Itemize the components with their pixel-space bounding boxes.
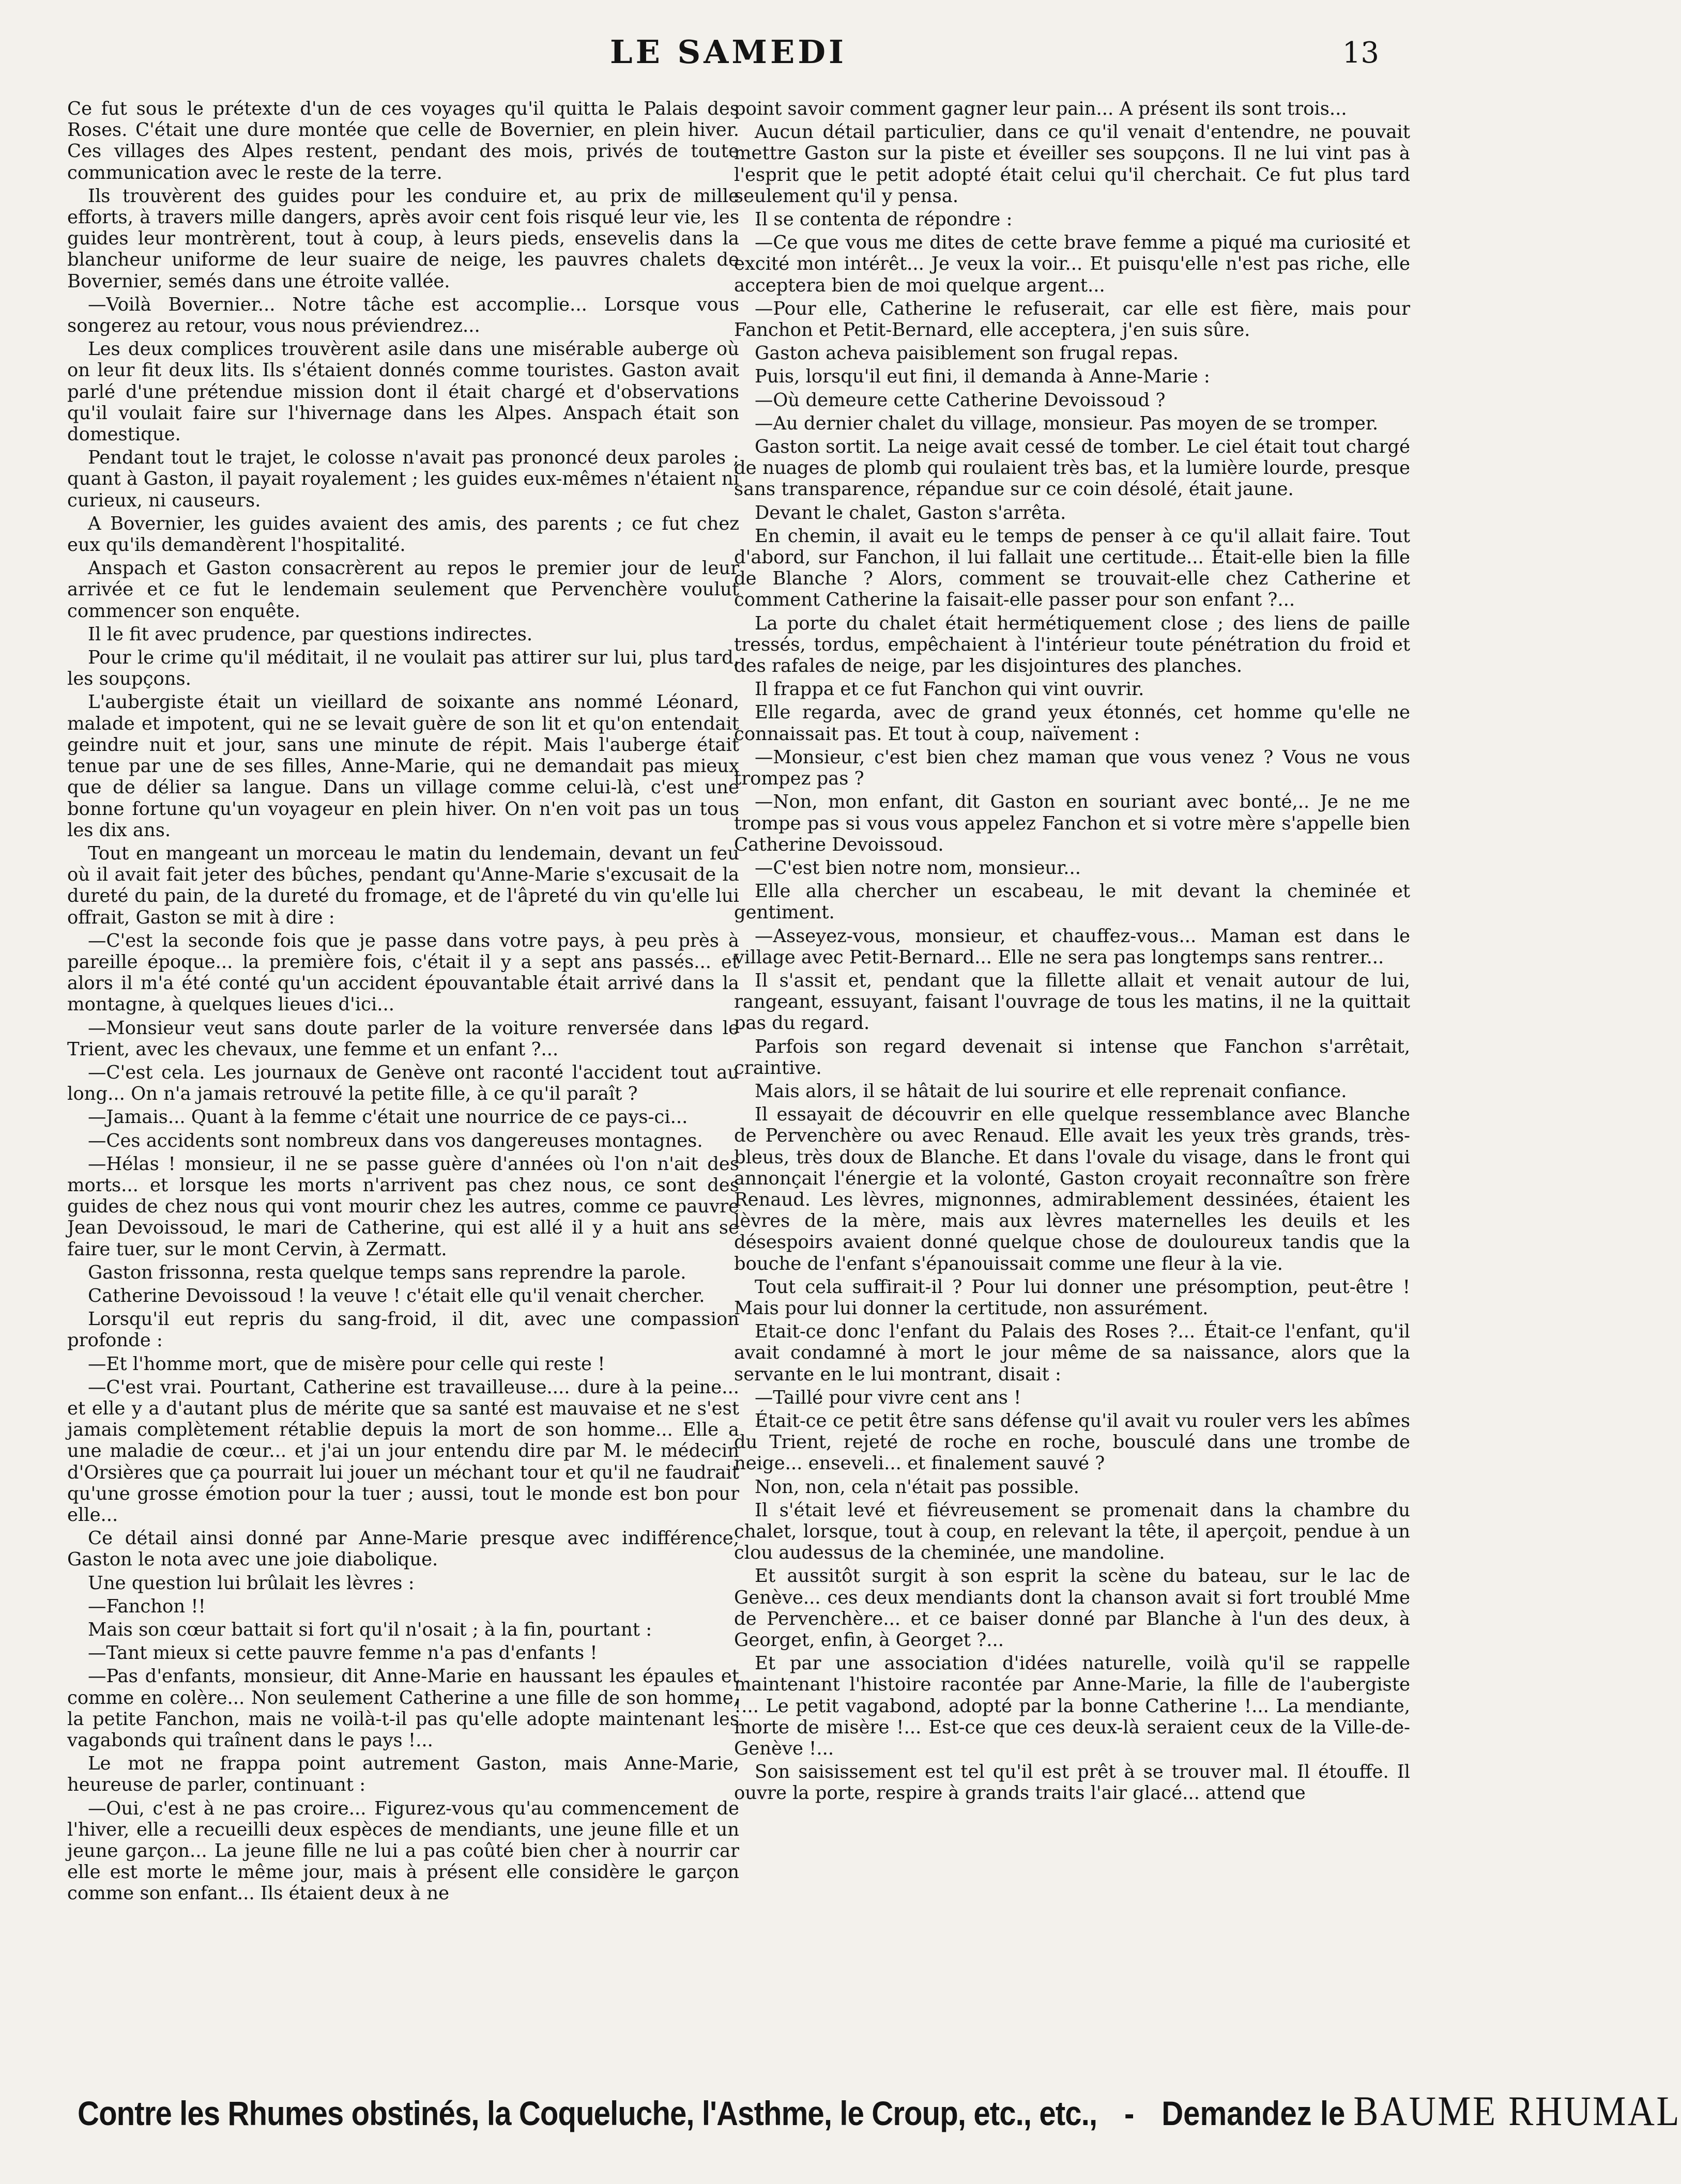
right-column [734,98,1410,2067]
paragraph: Il s'assit et, pendant que la fillette allait et venait autour de lui, rangeant, essuyant, faisant l'ouvrage de tous les matins, il ne la quittait pas du regard. [734,970,1410,1034]
paragraph: Parfois son regard devenait si intense que Fanchon s'arrêtait, craintive. [734,1036,1410,1079]
running-head [0,33,1457,80]
paragraph: —Asseyez-vous, monsieur, et chauffez-vous... Maman est dans le village avec Petit-Bernard... Elle ne sera pas longtemps sans rentrer... [734,925,1410,968]
paragraph: —Hélas ! monsieur, il ne se passe guère d'années où l'on n'ait des morts... et lorsque les morts n'arrivent pas chez nous, ce sont des guides de chez nous qui vont mourir chez les autres, comme ce pauvre Jean Devoissoud, le mari de Catherine, qui est allé il y a huit ans se faire tuer, sur le mont Cervin, à Zermatt. [67,1153,739,1260]
paragraph: Ce détail ainsi donné par Anne-Marie presque avec indifférence, Gaston le nota avec une joie diabolique. [67,1528,739,1571]
publication-title: LE SAMEDI [610,33,847,71]
paragraph: point savoir comment gagner leur pain... A présent ils sont trois... [734,98,1347,119]
paragraph: Aucun détail particulier, dans ce qu'il venait d'entendre, ne pouvait mettre Gaston sur la piste et éveiller ses soupçons. Il ne lui vint pas à l'esprit que le petit adopté était celui qu'il cherchait. Ce fut plus tard seulement qu'il y pensa. [734,121,1410,207]
paragraph: L'aubergiste était un vieillard de soixante ans nommé Léonard, malade et impotent, qui ne se levait guère de son lit et qu'on entendait geindre nuit et jour, sans une minute de répit. Mais l'auberge était tenue par une de ses filles, Anne-Marie, qui ne demandait pas mieux que de délier sa langue. Dans un village comme celui-là, c'est une bonne fortune qu'un voyageur en plein hiver. On n'en voit pas un tous les dix ans. [67,691,739,841]
paragraph: Gaston frissonna, resta quelque temps sans reprendre la parole. [88,1262,686,1283]
ad-remedy-list: Contre les Rhumes obstinés, la Coqueluche, l'Asthme, le Croup, etc., etc., [78,2094,1097,2132]
paragraph: Pendant tout le trajet, le colosse n'avait pas prononcé deux paroles ; quant à Gaston, il payait royalement ; les guides eux-mêmes n'étaient ni curieux, ni causeurs. [67,447,739,511]
paragraph: Puis, lorsqu'il eut fini, il demanda à Anne-Marie : [755,366,1210,388]
paragraph: Non, non, cela n'était pas possible. [755,1476,1079,1498]
paragraph: Il essayait de découvrir en elle quelque ressemblance avec Blanche de Pervenchère ou avec Renaud. Elle avait les yeux très grands, très-bleus, très doux de Blanche. Et dans l'ovale du visage, dans le front qui annonçait l'énergie et la volonté, Gaston croyait reconnaître son frère Renaud. Les lèvres, mignonnes, admirablement dessinées, étaient les lèvres de la mère, mais aux lèvres maternelles les deuils et les désespoirs avaient donné quelque chose de douloureux tandis que la bouche de l'enfant s'épanouissait comme une fleur à la vie. [734,1104,1410,1274]
paragraph: Etait-ce donc l'enfant du Palais des Roses ?... Était-ce l'enfant, qu'il avait condamné à mort le jour même de sa naissance, alors que la servante en le lui montrant, disait : [734,1321,1410,1385]
paragraph: Catherine Devoissoud ! la veuve ! c'était elle qu'il venait chercher. [88,1285,705,1306]
paragraph: —Voilà Bovernier... Notre tâche est accomplie... Lorsque vous songerez au retour, vous nous préviendrez... [67,294,739,337]
paragraph: La porte du chalet était hermétiquement close ; des liens de paille tressés, tordus, empêchaient à l'intérieur toute pénétration du froid et des rafales de neige, par les disjointures des planches. [734,612,1410,677]
paragraph: Elle regarda, avec de grand yeux étonnés, cet homme qu'elle ne connaissait pas. Et tout à coup, naïvement : [734,702,1410,745]
paragraph: —Pour elle, Catherine le refuserait, car elle est fière, mais pour Fanchon et Petit-Bernard, elle acceptera, j'en suis sûre. [734,298,1410,341]
paragraph: Ce fut sous le prétexte d'un de ces voyages qu'il quitta le Palais des Roses. C'était une dure montée que celle de Bovernier, en plein hiver. Ces villages des Alpes restent, pendant des mois, privés de toute communication avec le reste de la terre. [67,98,739,183]
paragraph: —Et l'homme mort, que de misère pour celle qui reste ! [88,1353,605,1375]
paragraph: Pour le crime qu'il méditait, il ne voulait pas attirer sur lui, plus tard, les soupçons. [67,647,739,690]
paragraph: Les deux complices trouvèrent asile dans une misérable auberge où on leur fit deux lits. Ils s'étaient donnés comme touristes. Gaston avait parlé d'une prétendue mission dont il était chargé et d'observations qu'il voulait faire sur l'hivernage dans les Alpes. Anspach était son domestique. [67,339,739,445]
paragraph: Ils trouvèrent des guides pour les conduire et, au prix de mille efforts, à travers mille dangers, après avoir cent fois risqué leur vie, les guides leur montrèrent, tout à coup, à leurs pieds, ensevelis dans la blancheur uniforme de leur suaire de neige, les pauvres chalets de Bovernier, semés dans une étroite vallée. [67,185,739,292]
paragraph: —Tant mieux si cette pauvre femme n'a pas d'enfants ! [88,1642,598,1664]
paragraph: —Pas d'enfants, monsieur, dit Anne-Marie en haussant les épaules et comme en colère... Non seulement Catherine a une fille de son homme, la petite Fanchon, mais ne voilà-t-il pas qu'elle adopte maintenant les vagabonds qui traînent dans le pays !... [67,1666,739,1751]
paragraph: Lorsqu'il eut repris du sang-froid, il dit, avec une compassion profonde : [67,1309,739,1351]
paragraph: Le mot ne frappa point autrement Gaston, mais Anne-Marie, heureuse de parler, continuant : [67,1753,739,1796]
paragraph: Il se contenta de répondre : [755,209,1013,230]
left-column [67,98,739,2067]
paragraph: En chemin, il avait eu le temps de penser à ce qu'il allait faire. Tout d'abord, sur Fanchon, il lui fallait une certitude... Était-elle bien la fille de Blanche ? Alors, comment se trouvait-elle chez Catherine et comment Catherine la faisait-elle passer pour son enfant ?... [734,525,1410,611]
paragraph: —C'est la seconde fois que je passe dans votre pays, à peu près à pareille époque... la première fois, c'était il y a sept ans passés... et alors il m'a été conté qu'un accident épouvantable était arrivé dans la montagne, à quelques lieues d'ici... [67,930,739,1016]
paragraph: —C'est bien notre nom, monsieur... [755,857,1081,879]
paragraph: Et aussitôt surgit à son esprit la scène du bateau, sur le lac de Genève... ces deux mendiants dont la chanson avait si fort troublé Mme de Pervenchère... et ce baiser donné par Blanche à l'un des deux, à Georget, enfin, à Georget ?... [734,1565,1410,1651]
paragraph: Mais son cœur battait si fort qu'il n'osait ; à la fin, pourtant : [88,1619,652,1641]
paragraph: Mais alors, il se hâtait de lui sourire et elle reprenait confiance. [755,1080,1347,1102]
paragraph: —Jamais... Quant à la femme c'était une nourrice de ce pays-ci... [88,1106,688,1128]
paragraph: —Non, mon enfant, dit Gaston en souriant avec bonté,.. Je ne me trompe pas si vous vous appelez Fanchon et si votre mère s'appelle bien Catherine Devoissoud. [734,791,1410,855]
ad-product-name: BAUME RHUMAL [1353,2087,1681,2134]
paragraph: —Ces accidents sont nombreux dans vos dangereuses montagnes. [88,1130,703,1151]
paragraph: Elle alla chercher un escabeau, le mit devant la cheminée et gentiment. [734,881,1410,924]
page-number: 13 [1342,36,1379,70]
paragraph: —Monsieur veut sans doute parler de la voiture renversée dans le Trient, avec les chevaux, une femme et un enfant ?... [67,1017,739,1060]
paragraph: Et par une association d'idées naturelle, voilà qu'il se rappelle maintenant l'histoire racontée par Anne-Marie, la fille de l'aubergiste !... Le petit vagabond, adopté par la bonne Catherine !... La mendiante, morte de misère !... Est-ce que ces deux-là seraient ceux de la Ville-de-Genève !... [734,1653,1410,1760]
ad-call-to-action: Demandez le [1162,2094,1346,2132]
paragraph: Était-ce ce petit être sans défense qu'il avait vu rouler vers les abîmes du Trient, rejeté de roche en roche, bousculé dans une trombe de neige... enseveli... et finalement sauvé ? [734,1410,1410,1474]
paragraph: —Oui, c'est à ne pas croire... Figurez-vous qu'au commencement de l'hiver, elle a recueilli deux espèces de mendiants, une jeune fille et un jeune garçon... La jeune fille ne lui a pas coûté bien cher à nourrir car elle est morte le même jour, mais à présent elle considère le garçon comme son enfant... Ils étaient deux à ne [67,1797,739,1904]
paragraph: Son saisissement est tel qu'il est prêt à se trouver mal. Il étouffe. Il ouvre la porte, respire à grands traits l'air glacé... attend que [734,1761,1410,1804]
paragraph: Il le fit avec prudence, par questions indirectes. [88,623,533,645]
paragraph: —Monsieur, c'est bien chez maman que vous venez ? Vous ne vous trompez pas ? [734,746,1410,790]
paragraph: Une question lui brûlait les lèvres : [88,1572,415,1594]
paragraph: —Fanchon !! [88,1595,206,1617]
paragraph: —C'est cela. Les journaux de Genève ont raconté l'accident tout au long... On n'a jamais retrouvé la petite fille, à ce qu'il paraît ? [67,1062,739,1105]
paragraph: Gaston sortit. La neige avait cessé de tomber. Le ciel était tout chargé de nuages de plomb qui roulaient très bas, et la lumière lourde, presque sans transparence, répandue sur ce coin désolé, était jaune. [734,436,1410,500]
paragraph: Il frappa et ce fut Fanchon qui vint ouvrir. [755,679,1144,700]
paragraph: Tout en mangeant un morceau le matin du lendemain, devant un feu où il avait fait jeter des bûches, pendant qu'Anne-Marie s'excusait de la dureté du pain, de la dureté du fromage, et de l'âpreté du vin qu'elle lui offrait, Gaston se mit à dire : [67,842,739,928]
paragraph: —Au dernier chalet du village, monsieur. Pas moyen de se tromper. [755,412,1379,434]
paragraph: —Où demeure cette Catherine Devoissoud ? [755,389,1166,411]
paragraph: —Taillé pour vivre cent ans ! [755,1387,1021,1408]
paragraph: Gaston acheva paisiblement son frugal repas. [755,343,1179,364]
paragraph: Il s'était levé et fiévreusement se promenait dans la chambre du chalet, lorsque, tout à coup, en relevant la tête, il aperçoit, pendue à un clou audessus de la cheminée, une mandoline. [734,1499,1410,1564]
footer-advertisement [78,2083,1681,2140]
paragraph: Anspach et Gaston consacrèrent au repos le premier jour de leur arrivée et ce fut le lendemain seulement que Pervenchère voulut commencer son enquête. [67,558,739,622]
paragraph: —C'est vrai. Pourtant, Catherine est travailleuse.... dure à la peine... et elle y a d'autant plus de mérite que sa santé est mauvaise et ne s'est jamais complètement rétablie depuis la mort de son homme... Elle a une maladie de cœur... et j'ai un jour entendu dire par M. le médecin d'Orsières que ça pourrait lui jouer un méchant tour et qu'il ne faudrait qu'une grosse émotion pour la tuer ; aussi, tout le monde est bon pour elle... [67,1376,739,1526]
ad-separator: - [1124,2094,1135,2132]
paragraph: —Ce que vous me dites de cette brave femme a piqué ma curiosité et excité mon intérêt... Je veux la voir... Et puisqu'elle n'est pas riche, elle acceptera bien de moi quelque argent... [734,232,1410,296]
paragraph: Devant le chalet, Gaston s'arrêta. [755,502,1066,524]
paragraph: A Bovernier, les guides avaient des amis, des parents ; ce fut chez eux qu'ils demandèrent l'hospitalité. [67,513,739,556]
paragraph: Tout cela suffirait-il ? Pour lui donner une présomption, peut-être ! Mais pour lui donner la certitude, non assurément. [734,1276,1410,1319]
